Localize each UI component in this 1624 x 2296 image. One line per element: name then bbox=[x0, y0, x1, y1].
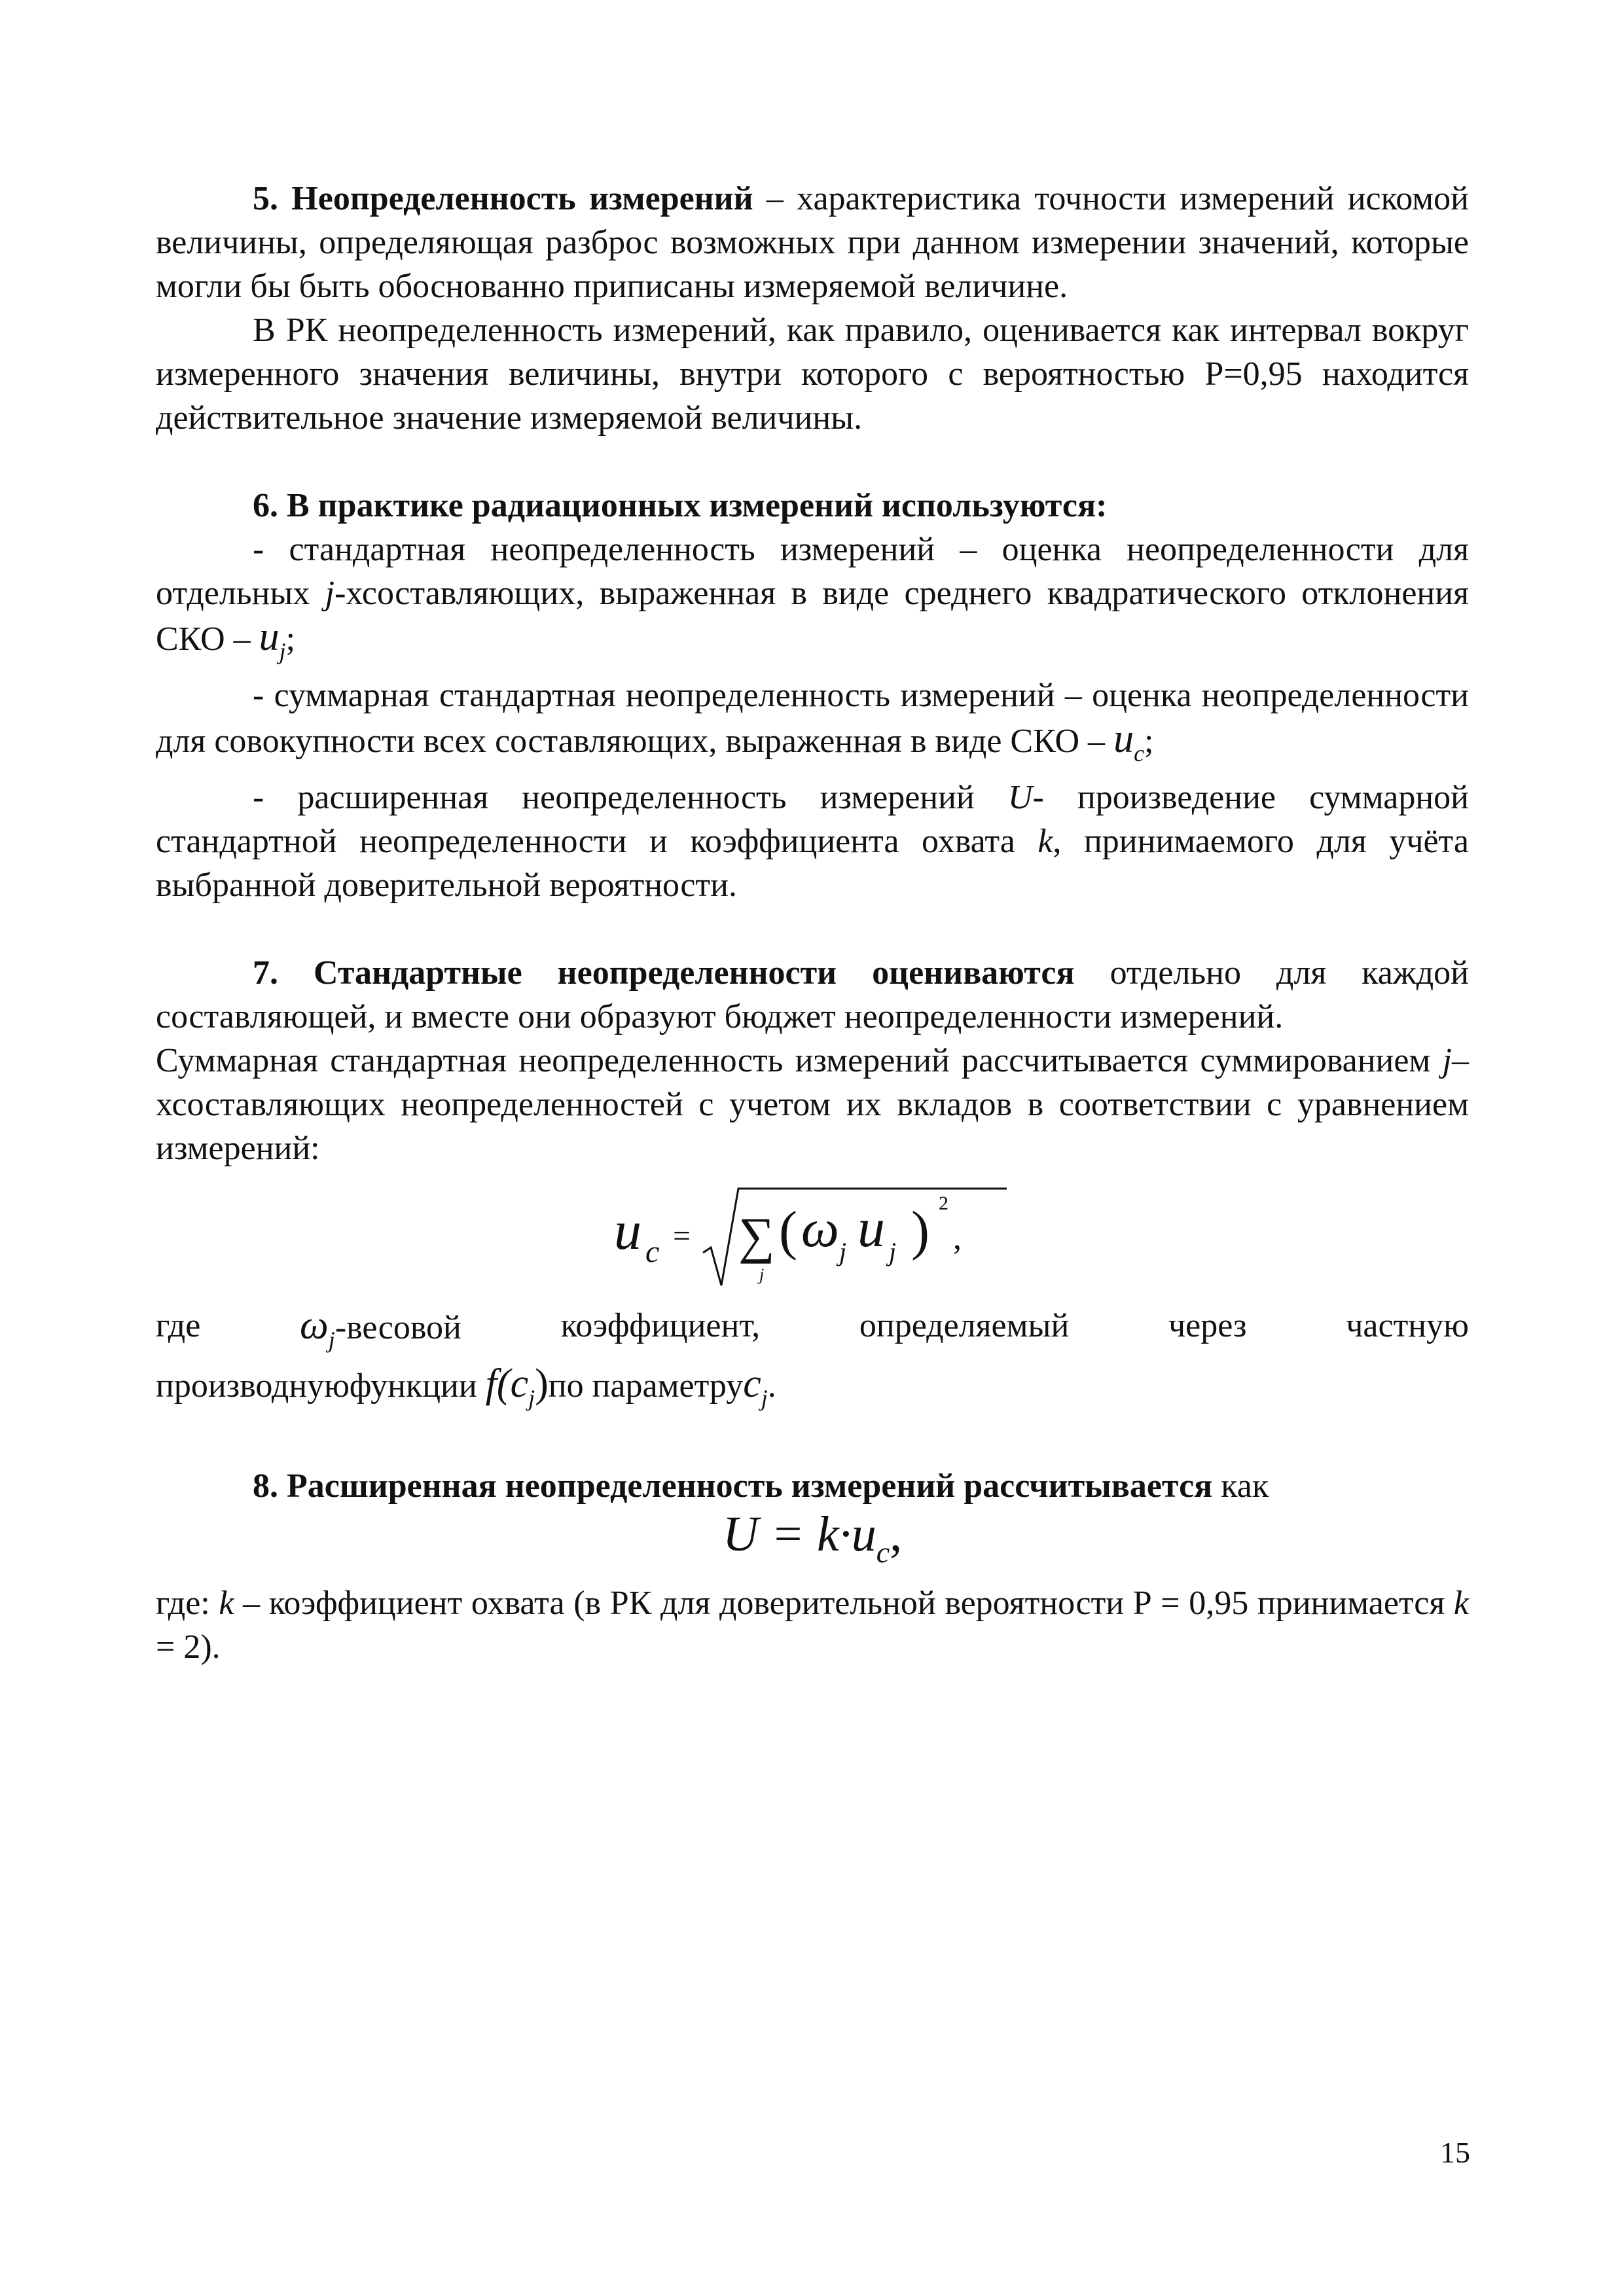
power-2: 2 bbox=[939, 1193, 948, 1214]
paragraph-5-definition bbox=[156, 177, 1469, 308]
weight-coefficient-line-2: производнуюфункции $f(c_j)по$ параметруc$_j$. bbox=[156, 1361, 776, 1411]
sum-sign: ∑ bbox=[738, 1207, 775, 1264]
sum-index: j bbox=[759, 1265, 765, 1284]
formula-omega: ω bbox=[801, 1198, 839, 1258]
definition-text: – характеристика точности измерений искомой величины, определяющая разброс возможных при данном измерении значений, которые могли бы быть обоснованно приписаны измеряемой величине. bbox=[156, 180, 1469, 305]
paragraph-5-rk: В РК неопределенность измерений, как правило, оценивается как интервал вокруг измеренного значения величины, внутри которого с вероятностью Р=0,95 находится действительное значение измеряемой величины. bbox=[156, 312, 1469, 437]
coverage-factor-note: где: k – коэффициент охвата (в РК для доверительной вероятности Р = 0,95 принимается k = 2). bbox=[156, 1585, 1469, 1666]
paren-close: ) bbox=[911, 1200, 929, 1261]
paren-open: ( bbox=[779, 1200, 797, 1261]
formula-c: c bbox=[645, 1234, 660, 1269]
u2-sub: j bbox=[889, 1237, 897, 1266]
symbol-c-j: $c_j$ bbox=[743, 1361, 768, 1411]
symbol-u-c: $u_c$ bbox=[1113, 717, 1145, 766]
paragraph-7-combined: Суммарная стандартная неопределенность измерений рассчитывается суммированием j–хсоставляющих неопределенностей с учетом их вкладов в соответствии с уравнением измерений: bbox=[156, 1042, 1469, 1167]
bullet-expanded-uncertainty: - расширенная неопределенность измерений U- произведение суммарной стандартной неопределенности и коэффициента охвата k, принимаемого для учёта выбранной доверительной вероятности. bbox=[156, 779, 1469, 904]
weight-coefficient-line: где $\omega_j$-весовой коэффициент, определяемый через частную bbox=[156, 1303, 1469, 1353]
formula-comma: , bbox=[953, 1219, 962, 1257]
section-8-heading: 8. Расширенная неопределенность измерений рассчитывается как bbox=[253, 1467, 1269, 1505]
page-number: 15 bbox=[1440, 2136, 1470, 2169]
term-uncertainty: 5. Неопределенность измерений bbox=[253, 180, 753, 217]
formula-u: u bbox=[614, 1200, 641, 1261]
symbol-u-j: $u_j$ bbox=[259, 615, 286, 664]
page-content bbox=[156, 177, 1469, 1669]
section-6-heading: 6. В практике радиационных измерений используются: bbox=[253, 487, 1108, 524]
formula-u2: u bbox=[857, 1198, 885, 1259]
bullet-standard-uncertainty: - стандартная неопределенность измерений – оценка неопределенности для отдельных j-хсоставляющих, выраженная в виде среднего квадратического отклонения СКО – $u_j$; bbox=[156, 531, 1469, 664]
formula-equals: = bbox=[673, 1219, 691, 1253]
expanded-uncertainty-formula: $U = k\cdot u_c$, bbox=[722, 1507, 903, 1569]
formula-svg bbox=[614, 1175, 1007, 1300]
paragraph-7-standard: 7. Стандартные неопределенности оцениваются отдельно для каждой составляющей, и вместе они образуют бюджет неопределенности измерений. bbox=[156, 954, 1469, 1035]
bullet-combined-uncertainty: - суммарная стандартная неопределенность измерений – оценка неопределенности для совокупности всех составляющих, выраженная в виде СКО – $u_c$; bbox=[156, 677, 1469, 766]
omega-sub: j bbox=[839, 1237, 847, 1266]
symbol-omega-j: $\omega_j$ bbox=[300, 1303, 335, 1353]
combined-uncertainty-formula bbox=[156, 1175, 1469, 1300]
symbol-f-cj: $f(c_j)$ bbox=[485, 1361, 549, 1411]
